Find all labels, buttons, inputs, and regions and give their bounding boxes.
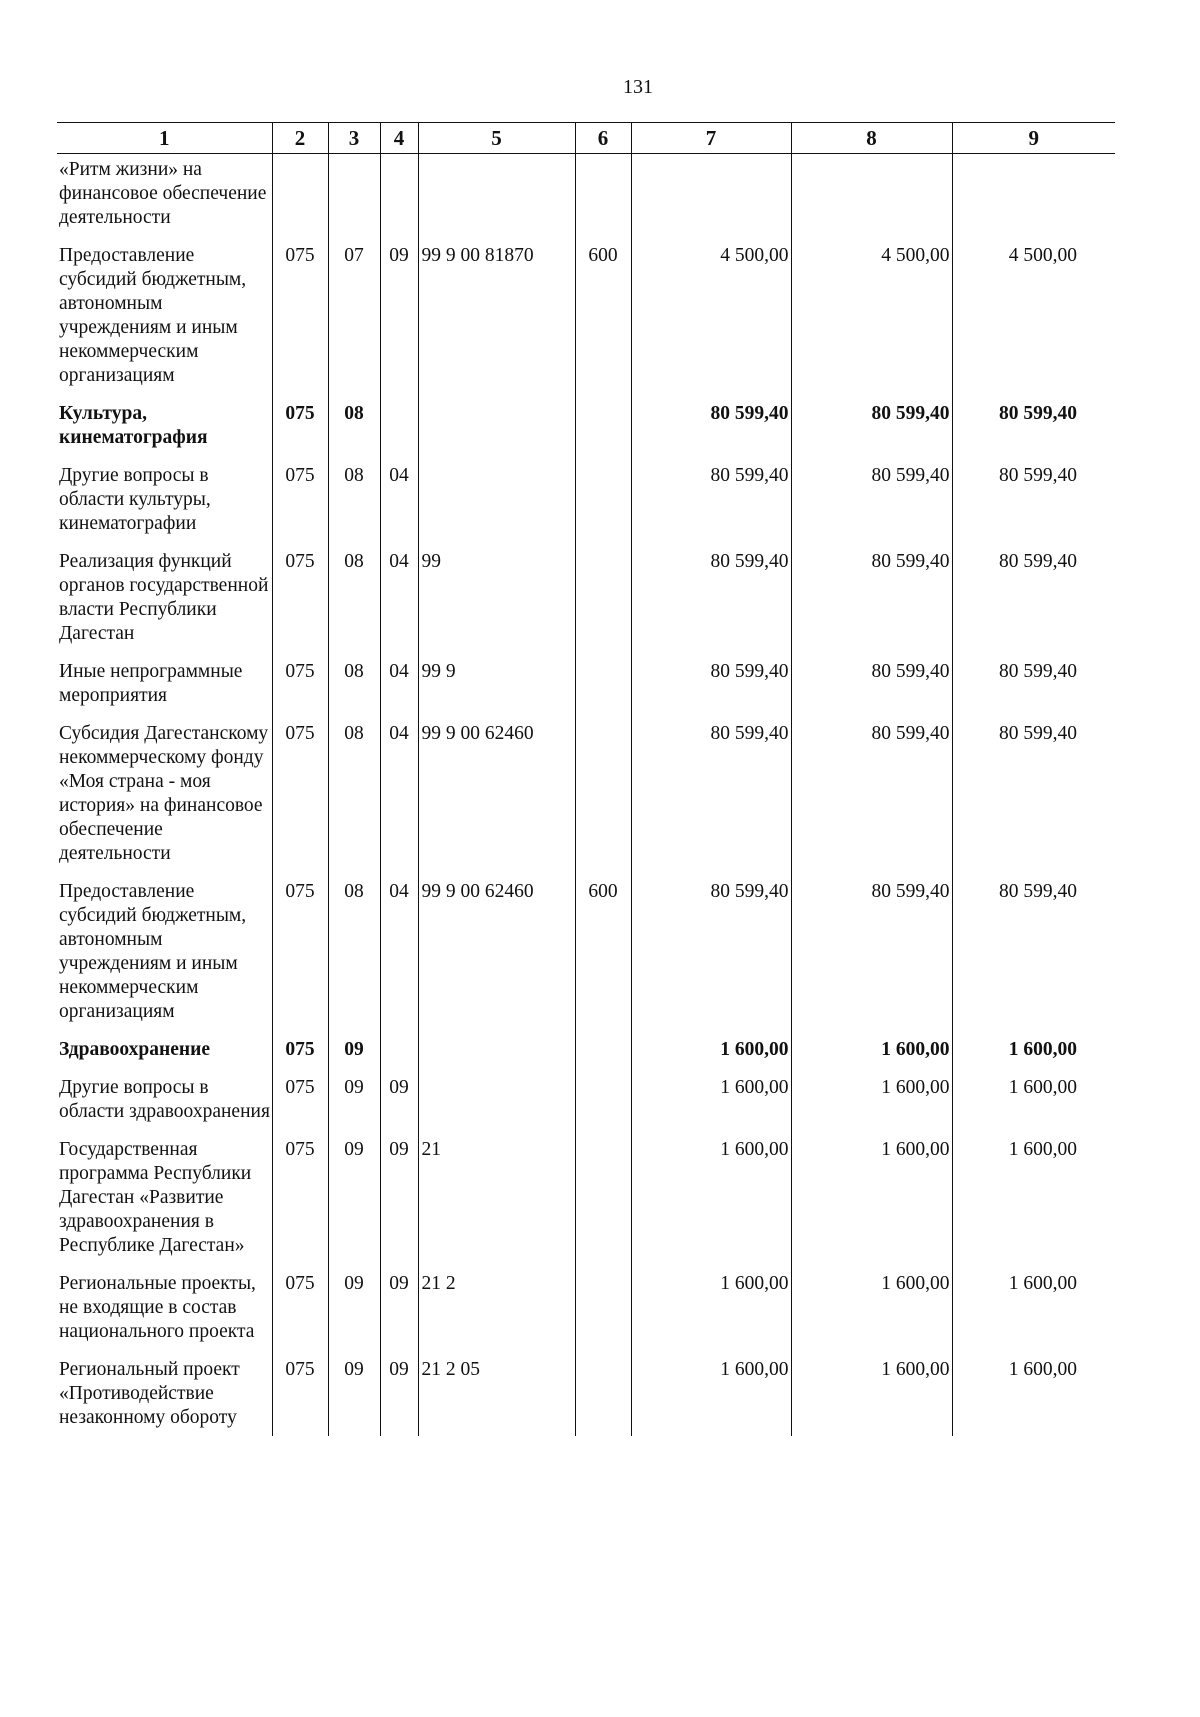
cell-subsection: 04 xyxy=(380,722,418,880)
cell-amount-9: 80 599,40 xyxy=(952,550,1115,660)
cell-expense-type xyxy=(575,722,631,880)
cell-subsection xyxy=(380,154,418,245)
cell-amount-8: 80 599,40 xyxy=(791,880,952,1038)
cell-amount-9: 80 599,40 xyxy=(952,880,1115,1038)
cell-expense-type xyxy=(575,402,631,464)
header-col-5: 5 xyxy=(418,123,575,154)
header-col-6: 6 xyxy=(575,123,631,154)
cell-section: 07 xyxy=(328,244,380,402)
cell-amount-8: 80 599,40 xyxy=(791,464,952,550)
cell-subsection: 09 xyxy=(380,1272,418,1358)
table-row xyxy=(57,1038,1115,1076)
row-name: Реализация функций органов государственной власти Республики Дагестан xyxy=(59,551,269,644)
cell-amount-7 xyxy=(631,154,791,245)
header-row xyxy=(57,123,1115,154)
cell-section: 09 xyxy=(328,1272,380,1358)
header-col-2: 2 xyxy=(272,123,328,154)
header-col-4: 4 xyxy=(380,123,418,154)
cell-admin-code: 075 xyxy=(272,722,328,880)
cell-amount-9: 80 599,40 xyxy=(952,722,1115,880)
cell-target-article xyxy=(418,1076,575,1138)
cell-amount-7: 1 600,00 xyxy=(631,1038,791,1076)
cell-amount-9: 80 599,40 xyxy=(952,464,1115,550)
header-col-1: 1 xyxy=(57,123,272,154)
cell-amount-9: 80 599,40 xyxy=(952,402,1115,464)
row-name: Другие вопросы в области культуры, кинематографии xyxy=(59,465,211,534)
cell-admin-code: 075 xyxy=(272,402,328,464)
cell-section: 09 xyxy=(328,1038,380,1076)
cell-amount-8: 1 600,00 xyxy=(791,1038,952,1076)
cell-amount-7: 1 600,00 xyxy=(631,1358,791,1436)
cell-amount-7: 1 600,00 xyxy=(631,1272,791,1358)
cell-target-article: 21 xyxy=(418,1138,575,1272)
row-name: Здравоохранение xyxy=(59,1039,211,1060)
cell-expense-type xyxy=(575,550,631,660)
cell-amount-9: 1 600,00 xyxy=(952,1272,1115,1358)
table-row xyxy=(57,550,1115,660)
cell-expense-type xyxy=(575,660,631,722)
cell-admin-code: 075 xyxy=(272,1358,328,1436)
cell-amount-7: 4 500,00 xyxy=(631,244,791,402)
cell-section: 09 xyxy=(328,1138,380,1272)
cell-admin-code xyxy=(272,154,328,245)
cell-amount-7: 80 599,40 xyxy=(631,880,791,1038)
header-col-7: 7 xyxy=(631,123,791,154)
cell-subsection: 09 xyxy=(380,244,418,402)
cell-amount-7: 80 599,40 xyxy=(631,660,791,722)
cell-amount-8: 80 599,40 xyxy=(791,550,952,660)
table-row xyxy=(57,722,1115,880)
table-row xyxy=(57,1138,1115,1272)
row-name: Государственная программа Республики Дагестан «Развитие здравоохранения в Республике Дагестан» xyxy=(59,1139,252,1256)
table-row xyxy=(57,1358,1115,1436)
cell-target-article xyxy=(418,402,575,464)
cell-subsection xyxy=(380,1038,418,1076)
cell-admin-code: 075 xyxy=(272,660,328,722)
cell-expense-type: 600 xyxy=(575,880,631,1038)
cell-target-article: 99 9 00 81870 xyxy=(418,244,575,402)
cell-amount-8: 80 599,40 xyxy=(791,402,952,464)
row-name: Иные непрограммные мероприятия xyxy=(59,661,243,706)
row-name: Культура, кинематография xyxy=(59,403,208,448)
cell-expense-type xyxy=(575,1138,631,1272)
budget-table xyxy=(57,122,1115,1436)
cell-amount-8 xyxy=(791,154,952,245)
cell-expense-type xyxy=(575,464,631,550)
row-name: Региональные проекты, не входящие в состав национального проекта xyxy=(59,1273,256,1342)
cell-expense-type xyxy=(575,1358,631,1436)
cell-amount-8: 1 600,00 xyxy=(791,1138,952,1272)
table-row xyxy=(57,1076,1115,1138)
cell-amount-8: 80 599,40 xyxy=(791,660,952,722)
cell-amount-7: 80 599,40 xyxy=(631,402,791,464)
table-row xyxy=(57,1272,1115,1358)
cell-admin-code: 075 xyxy=(272,244,328,402)
table-body xyxy=(57,154,1115,1437)
cell-admin-code: 075 xyxy=(272,1138,328,1272)
cell-target-article: 99 9 00 62460 xyxy=(418,722,575,880)
cell-expense-type xyxy=(575,1038,631,1076)
cell-section: 08 xyxy=(328,880,380,1038)
cell-expense-type xyxy=(575,154,631,245)
cell-target-article xyxy=(418,1038,575,1076)
table-row xyxy=(57,244,1115,402)
table-row xyxy=(57,880,1115,1038)
cell-target-article xyxy=(418,464,575,550)
cell-target-article xyxy=(418,154,575,245)
cell-admin-code: 075 xyxy=(272,1272,328,1358)
cell-amount-7: 80 599,40 xyxy=(631,722,791,880)
cell-subsection: 09 xyxy=(380,1138,418,1272)
row-name: «Ритм жизни» на финансовое обеспечение деятельности xyxy=(59,159,267,228)
cell-admin-code: 075 xyxy=(272,880,328,1038)
cell-amount-7: 80 599,40 xyxy=(631,464,791,550)
cell-target-article: 99 9 00 62460 xyxy=(418,880,575,1038)
header-col-8: 8 xyxy=(791,123,952,154)
cell-amount-9: 1 600,00 xyxy=(952,1138,1115,1272)
row-name: Предоставление субсидий бюджетным, автономным учреждениям и иным некоммерческим организациям xyxy=(59,245,247,386)
table-row xyxy=(57,660,1115,722)
row-name: Предоставление субсидий бюджетным, автономным учреждениям и иным некоммерческим организациям xyxy=(59,881,247,1022)
cell-subsection: 09 xyxy=(380,1076,418,1138)
row-name: Региональный проект «Противодействие незаконному обороту xyxy=(59,1359,240,1428)
cell-target-article: 99 xyxy=(418,550,575,660)
cell-subsection xyxy=(380,402,418,464)
cell-amount-8: 1 600,00 xyxy=(791,1076,952,1138)
cell-section: 09 xyxy=(328,1076,380,1138)
cell-admin-code: 075 xyxy=(272,464,328,550)
cell-section: 08 xyxy=(328,464,380,550)
cell-expense-type: 600 xyxy=(575,244,631,402)
cell-subsection: 04 xyxy=(380,464,418,550)
row-name: Субсидия Дагестанскому некоммерческому фонду «Моя страна - моя история» на финансовое обеспечение деятельности xyxy=(59,723,269,864)
cell-admin-code: 075 xyxy=(272,1038,328,1076)
header-col-9: 9 xyxy=(952,123,1115,154)
cell-amount-9: 4 500,00 xyxy=(952,244,1115,402)
cell-subsection: 04 xyxy=(380,660,418,722)
cell-amount-8: 1 600,00 xyxy=(791,1358,952,1436)
cell-amount-9: 1 600,00 xyxy=(952,1358,1115,1436)
cell-amount-7: 80 599,40 xyxy=(631,550,791,660)
cell-amount-7: 1 600,00 xyxy=(631,1076,791,1138)
table-row xyxy=(57,402,1115,464)
cell-target-article: 21 2 05 xyxy=(418,1358,575,1436)
row-name: Другие вопросы в области здравоохранения xyxy=(59,1077,270,1122)
cell-amount-8: 80 599,40 xyxy=(791,722,952,880)
cell-subsection: 04 xyxy=(380,550,418,660)
header-col-3: 3 xyxy=(328,123,380,154)
cell-section: 08 xyxy=(328,722,380,880)
table-row xyxy=(57,464,1115,550)
cell-section: 08 xyxy=(328,660,380,722)
cell-amount-9: 80 599,40 xyxy=(952,660,1115,722)
cell-subsection: 09 xyxy=(380,1358,418,1436)
cell-section: 08 xyxy=(328,550,380,660)
cell-section xyxy=(328,154,380,245)
cell-section: 08 xyxy=(328,402,380,464)
cell-expense-type xyxy=(575,1076,631,1138)
cell-admin-code: 075 xyxy=(272,1076,328,1138)
table-row xyxy=(57,154,1115,245)
cell-amount-8: 1 600,00 xyxy=(791,1272,952,1358)
cell-amount-9 xyxy=(952,154,1115,245)
cell-section: 09 xyxy=(328,1358,380,1436)
cell-amount-9: 1 600,00 xyxy=(952,1076,1115,1138)
cell-amount-7: 1 600,00 xyxy=(631,1138,791,1272)
cell-amount-8: 4 500,00 xyxy=(791,244,952,402)
cell-target-article: 21 2 xyxy=(418,1272,575,1358)
cell-target-article: 99 9 xyxy=(418,660,575,722)
cell-amount-9: 1 600,00 xyxy=(952,1038,1115,1076)
cell-subsection: 04 xyxy=(380,880,418,1038)
cell-expense-type xyxy=(575,1272,631,1358)
cell-admin-code: 075 xyxy=(272,550,328,660)
page-number: 131 xyxy=(623,76,653,98)
